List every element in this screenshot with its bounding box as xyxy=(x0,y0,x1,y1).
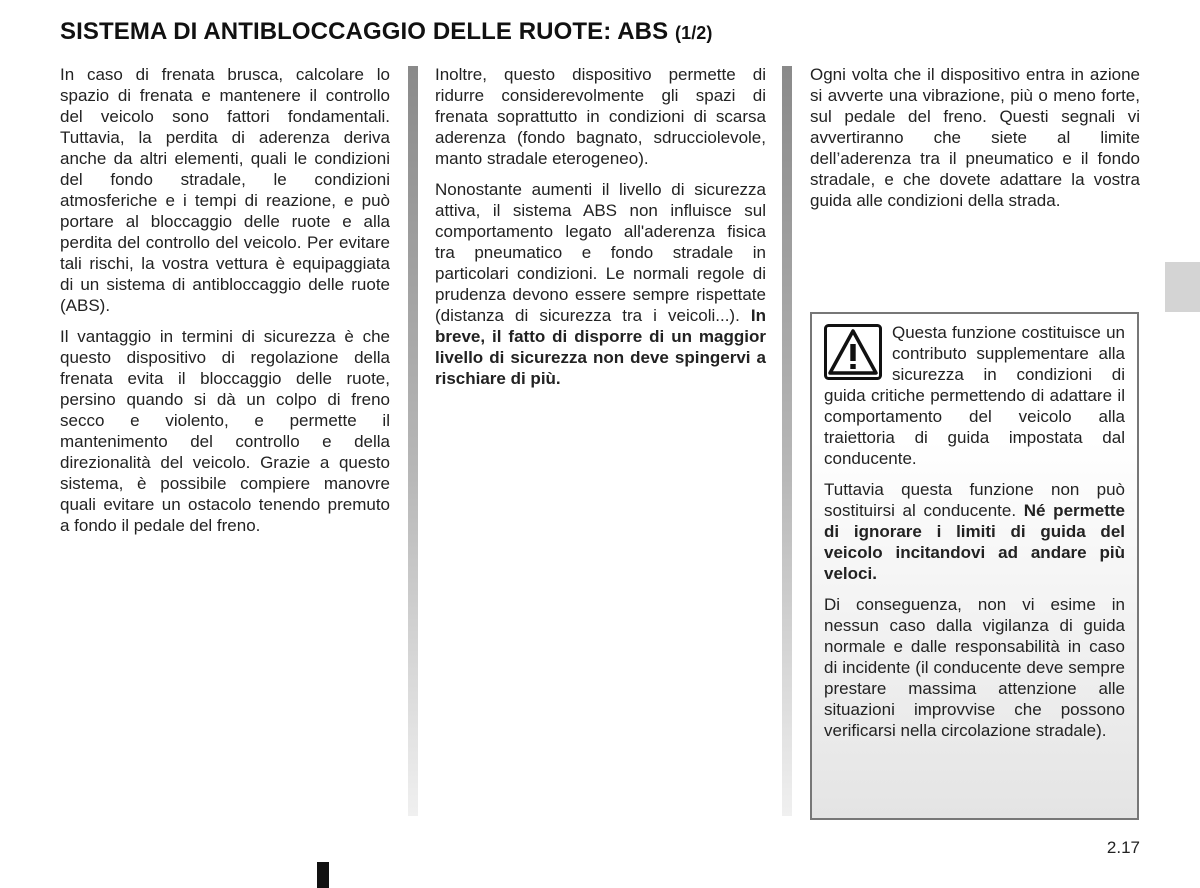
warning-paragraph-2-bold: Né permette di ignorare i limiti di guida del veicolo incitandovi ad andare più veloci. xyxy=(824,501,1125,583)
warning-box xyxy=(810,312,1139,820)
column-divider-right xyxy=(782,66,792,816)
title-main: SISTEMA DI ANTIBLOCCAGGIO DELLE RUOTE: ABS xyxy=(60,18,669,45)
warning-paragraph-2 xyxy=(824,479,1125,584)
warning-triangle-icon xyxy=(824,324,882,380)
crop-mark xyxy=(317,862,329,888)
warning-paragraph-1: Questa funzione costituisce un contributo supplementare alla sicurezza in condizioni di guida critiche permettendo di adattare il comportamento del veicolo alla traiettoria di guida impostata dal conducente. xyxy=(824,323,1125,468)
page-title xyxy=(60,18,713,46)
column-divider-left xyxy=(408,66,418,816)
section-tab-marker xyxy=(1165,262,1200,312)
warning-paragraph-3: Di conseguenza, non vi esime in nessun caso dalla vigilanza di guida normale e dalle responsabilità in caso di incidente (il conducente deve sempre prestare massima attenzione alle situazioni improvvise che possono verificarsi nella circolazione stradale). xyxy=(824,595,1125,740)
column-left-paragraph-2: Il vantaggio in termini di sicurezza è che questo dispositivo di regolazione della frenata evita il bloccaggio delle ruote, persino quando si dà un colpo di freno secco e violento, e permette il mantenimento del controllo e della direzionalità del veicolo. Grazie a questo sistema, è possibile compiere manovre quali evitare un ostacolo tenendo premuto a fondo il pedale del freno. xyxy=(60,327,390,535)
column-middle-paragraph-2 xyxy=(435,179,766,389)
column-left-paragraph-1: In caso di frenata brusca, calcolare lo spazio di frenata e mantenere il controllo del veicolo sono fattori fondamentali. Tuttavia, la perdita di aderenza deriva anche da altri elementi, quali le condizioni del fondo stradale, le condizioni atmosferiche e i tempi di reazione, e può portare al bloccaggio delle ruote e alla perdita del controllo del veicolo. Per evitare tali rischi, la vostra vettura è equipaggiata di un sistema di antibloccaggio delle ruote (ABS). xyxy=(60,65,390,315)
column-middle-paragraph-2-bold: In breve, il fatto di disporre di un maggior livello di sicurezza non deve spingervi a rischiare di più. xyxy=(435,306,766,388)
column-left xyxy=(60,64,390,546)
page-number: 2.17 xyxy=(1106,838,1140,857)
column-right xyxy=(810,64,1140,221)
column-middle xyxy=(435,64,766,399)
column-middle-paragraph-1: Inoltre, questo dispositivo permette di ridurre considerevolmente gli spazi di frenata soprattutto in condizioni di scarsa aderenza (fondo bagnato, sdrucciolevole, manto stradale eterogeneo). xyxy=(435,65,766,168)
column-middle-paragraph-2-text: Nonostante aumenti il livello di sicurezza attiva, il sistema ABS non influisce sul comportamento legato all'aderenza fisica tra pneumatico e fondo stradale in particolari condizioni. Le normali regole di prudenza devono essere sempre rispettate (distanza di sicurezza tra i veicoli...). xyxy=(435,180,766,325)
warning-paragraph-2-text: Tuttavia questa funzione non può sostituirsi al conducente. xyxy=(824,480,1125,520)
title-part: (1/2) xyxy=(674,23,713,43)
column-right-paragraph-1: Ogni volta che il dispositivo entra in azione si avverte una vibrazione, più o meno forte, sul pedale del freno. Questi segnali vi avvertiranno che siete al limite dell’aderenza tra il pneumatico e il fondo stradale, e che dovete adattare la vostra guida alle condizioni della strada. xyxy=(810,65,1140,210)
